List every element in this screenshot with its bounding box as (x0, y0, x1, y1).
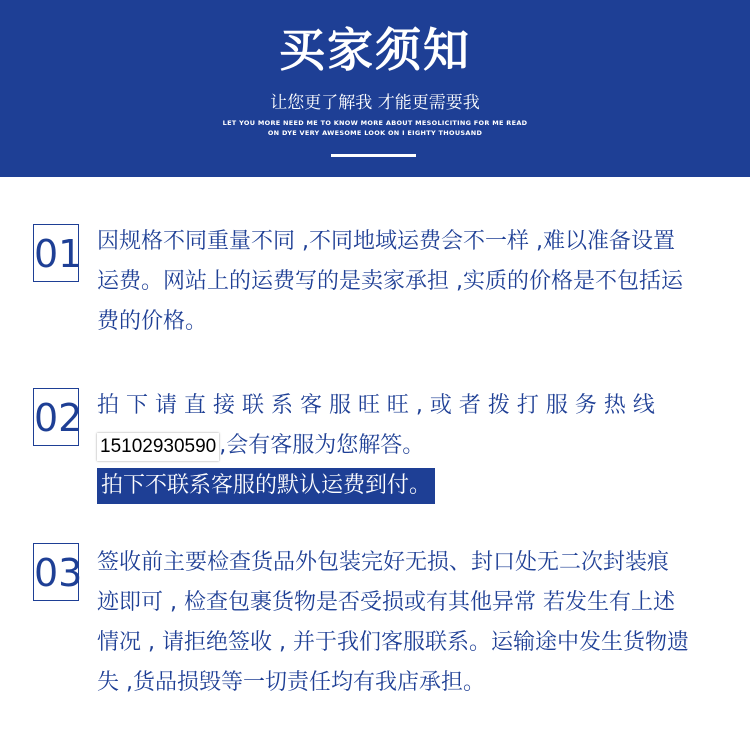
item-01-line-3: 费的价格。 (97, 309, 208, 334)
item-03-line-4: 失 ,货品损毁等一切责任均有我店承担。 (97, 670, 485, 695)
page-subtitle: 让您更了解我 才能更需要我 (270, 93, 480, 113)
page-title: 买家须知 (279, 23, 471, 77)
item-01-line-2: 运费。网站上的运费写的是卖家承担 ,实质的价格是不包括运 (97, 269, 683, 294)
phone-number: 15102930590 (97, 433, 219, 461)
item-text-01 (97, 222, 683, 342)
item-03-line-1: 签收前主要检查货品外包装完好无损、封口处无二次封装痕 (97, 550, 670, 575)
highlight-note: 拍下不联系客服的默认运费到付。 (97, 468, 435, 504)
item-01-line-1: 因规格不同重量不同 ,不同地域运费会不一样 ,难以准备设置 (97, 229, 675, 254)
item-number-02: 02 (33, 388, 79, 446)
item-text-02 (97, 386, 665, 506)
item-text-03 (97, 543, 689, 703)
item-number-03: 03 (33, 543, 79, 601)
item-02-line-1: 拍 下 请 直 接 联 系 客 服 旺 旺 , 或 者 拨 打 服 务 热 线 (97, 393, 655, 418)
item-02-line-3 (97, 466, 665, 506)
english-tagline-2: ON DYE VERY AWESOME LOOK ON I EIGHTY THOUSAND (267, 129, 483, 137)
item-02-line-2 (97, 426, 665, 466)
header-banner (0, 0, 750, 177)
english-tagline-1: LET YOU MORE NEED ME TO KNOW MORE ABOUT MESOLICITING FOR ME READ (222, 119, 528, 127)
item-number-01: 01 (33, 224, 79, 282)
title-underline (331, 154, 416, 157)
item-03-line-2: 迹即可 , 检查包裹货物是否受损或有其他异常 若发生有上述 (97, 590, 675, 615)
item-02-line-2-rest: ,会有客服为您解答。 (219, 433, 425, 458)
item-03-line-3: 情况 , 请拒绝签收 , 并于我们客服联系。运输途中发生货物遗 (97, 630, 689, 655)
